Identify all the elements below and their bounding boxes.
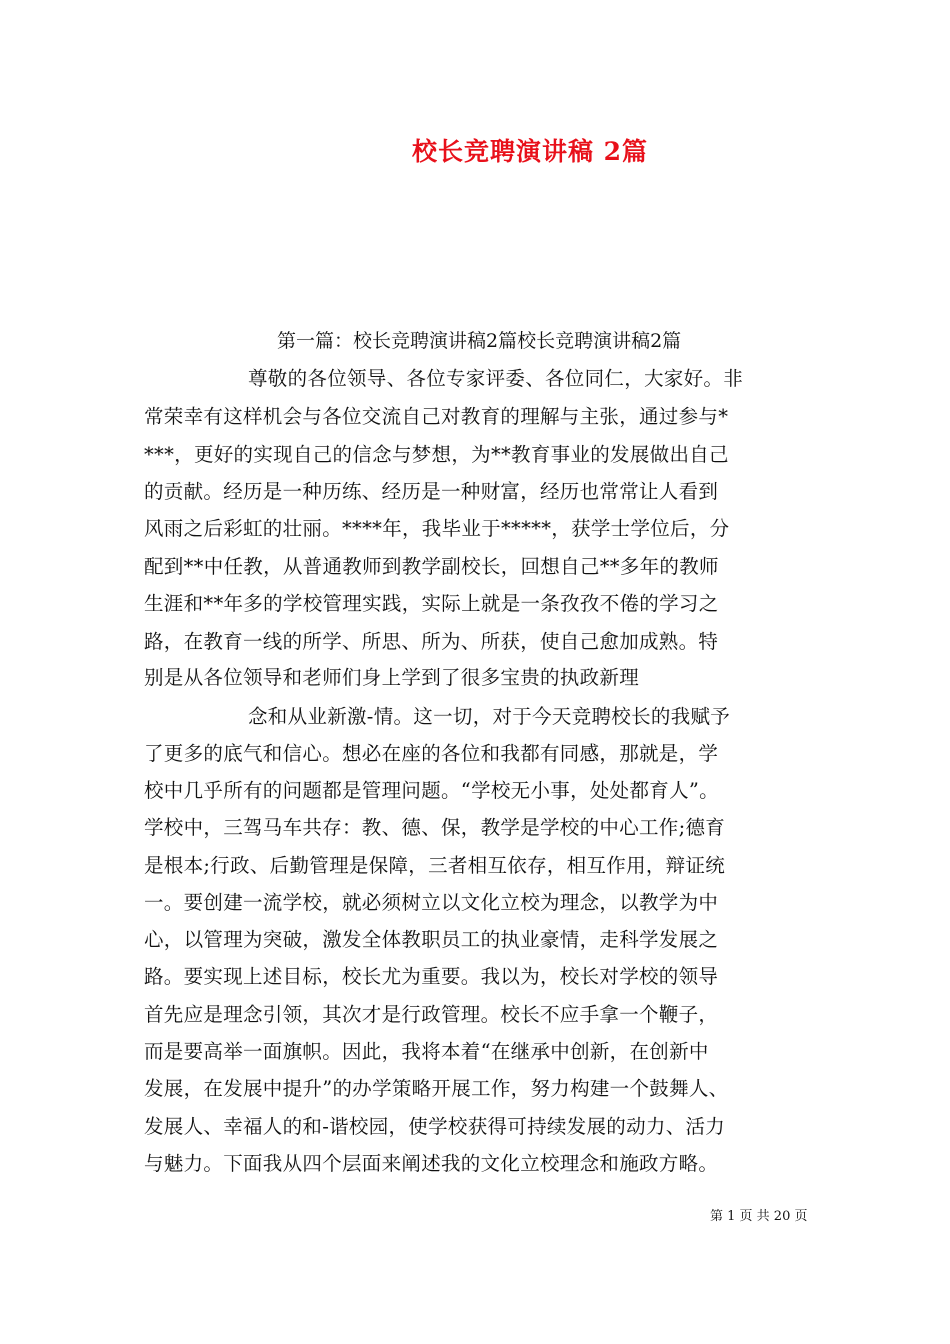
paragraph-line: 念和从业新激-情。这一切，对于今天竞聘校长的我赋予 xyxy=(248,705,731,728)
document-title: 校长竞聘演讲稿 2篇 xyxy=(411,137,649,166)
paragraph-line: 路。要实现上述目标，校长尤为重要。我以为，校长对学校的领导 xyxy=(144,965,719,988)
paragraph-line: 了更多的底气和信心。想必在座的各位和我都有同感，那就是，学 xyxy=(144,742,719,765)
paragraph-line: 别是从各位领导和老师们身上学到了很多宝贵的执政新理 xyxy=(144,666,640,689)
section-heading: 第一篇：校长竞聘演讲稿2篇校长竞聘演讲稿2篇 xyxy=(277,330,682,352)
paragraph-line: 常荣幸有这样机会与各位交流自己对教育的理解与主张，通过参与* xyxy=(144,405,729,428)
paragraph-line: 发展人、幸福人的和-谐校园，使学校获得可持续发展的动力、活力 xyxy=(144,1115,726,1138)
paragraph-line: 的贡献。经历是一种历练、经历是一种财富，经历也常常让人看到 xyxy=(144,480,719,503)
paragraph-line: 首先应是理念引领，其次才是行政管理。校长不应手拿一个鞭子， xyxy=(144,1003,719,1026)
paragraph-line: 学校中，三驾马车共存：教、德、保，教学是学校的中心工作;德育 xyxy=(144,816,726,839)
paragraph-line: 而是要高举一面旗帜。因此，我将本着“在继承中创新，在创新中 xyxy=(144,1040,709,1063)
paragraph-line: 尊敬的各位领导、各位专家评委、各位同仁，大家好。非 xyxy=(248,367,744,390)
paragraph-line: 路，在教育一线的所学、所思、所为、所获，使自己愈加成熟。特 xyxy=(144,630,719,653)
paragraph-line: 风雨之后彩虹的壮丽。****年，我毕业于*****，获学士学位后，分 xyxy=(144,517,730,540)
paragraph-line: 校中几乎所有的问题都是管理问题。“学校无小事，处处都育人”。 xyxy=(144,779,719,802)
paragraph-line: 配到**中任教，从普通教师到教学副校长，回想自己**多年的教师 xyxy=(144,555,719,578)
paragraph-line: 生涯和**年多的学校管理实践，实际上就是一条孜孜不倦的学习之 xyxy=(144,592,719,615)
paragraph-line: 一。要创建一流学校，就必须树立以文化立校为理念，以教学为中 xyxy=(144,891,719,914)
paragraph-line: 是根本;行政、后勤管理是保障，三者相互依存，相互作用，辩证统 xyxy=(144,854,726,877)
paragraph-line: 与魅力。下面我从四个层面来阐述我的文化立校理念和施政方略。 xyxy=(144,1152,719,1175)
paragraph-line: 发展，在发展中提升”的办学策略开展工作，努力构建一个鼓舞人、 xyxy=(144,1077,729,1100)
paragraph-line: 心，以管理为突破，激发全体教职员工的执业豪情，走科学发展之 xyxy=(144,928,719,951)
paragraph-line: ***，更好的实现自己的信念与梦想，为**教育事业的发展做出自己 xyxy=(144,443,729,466)
page-number-footer: 第 1 页 共 20 页 xyxy=(710,1209,808,1224)
